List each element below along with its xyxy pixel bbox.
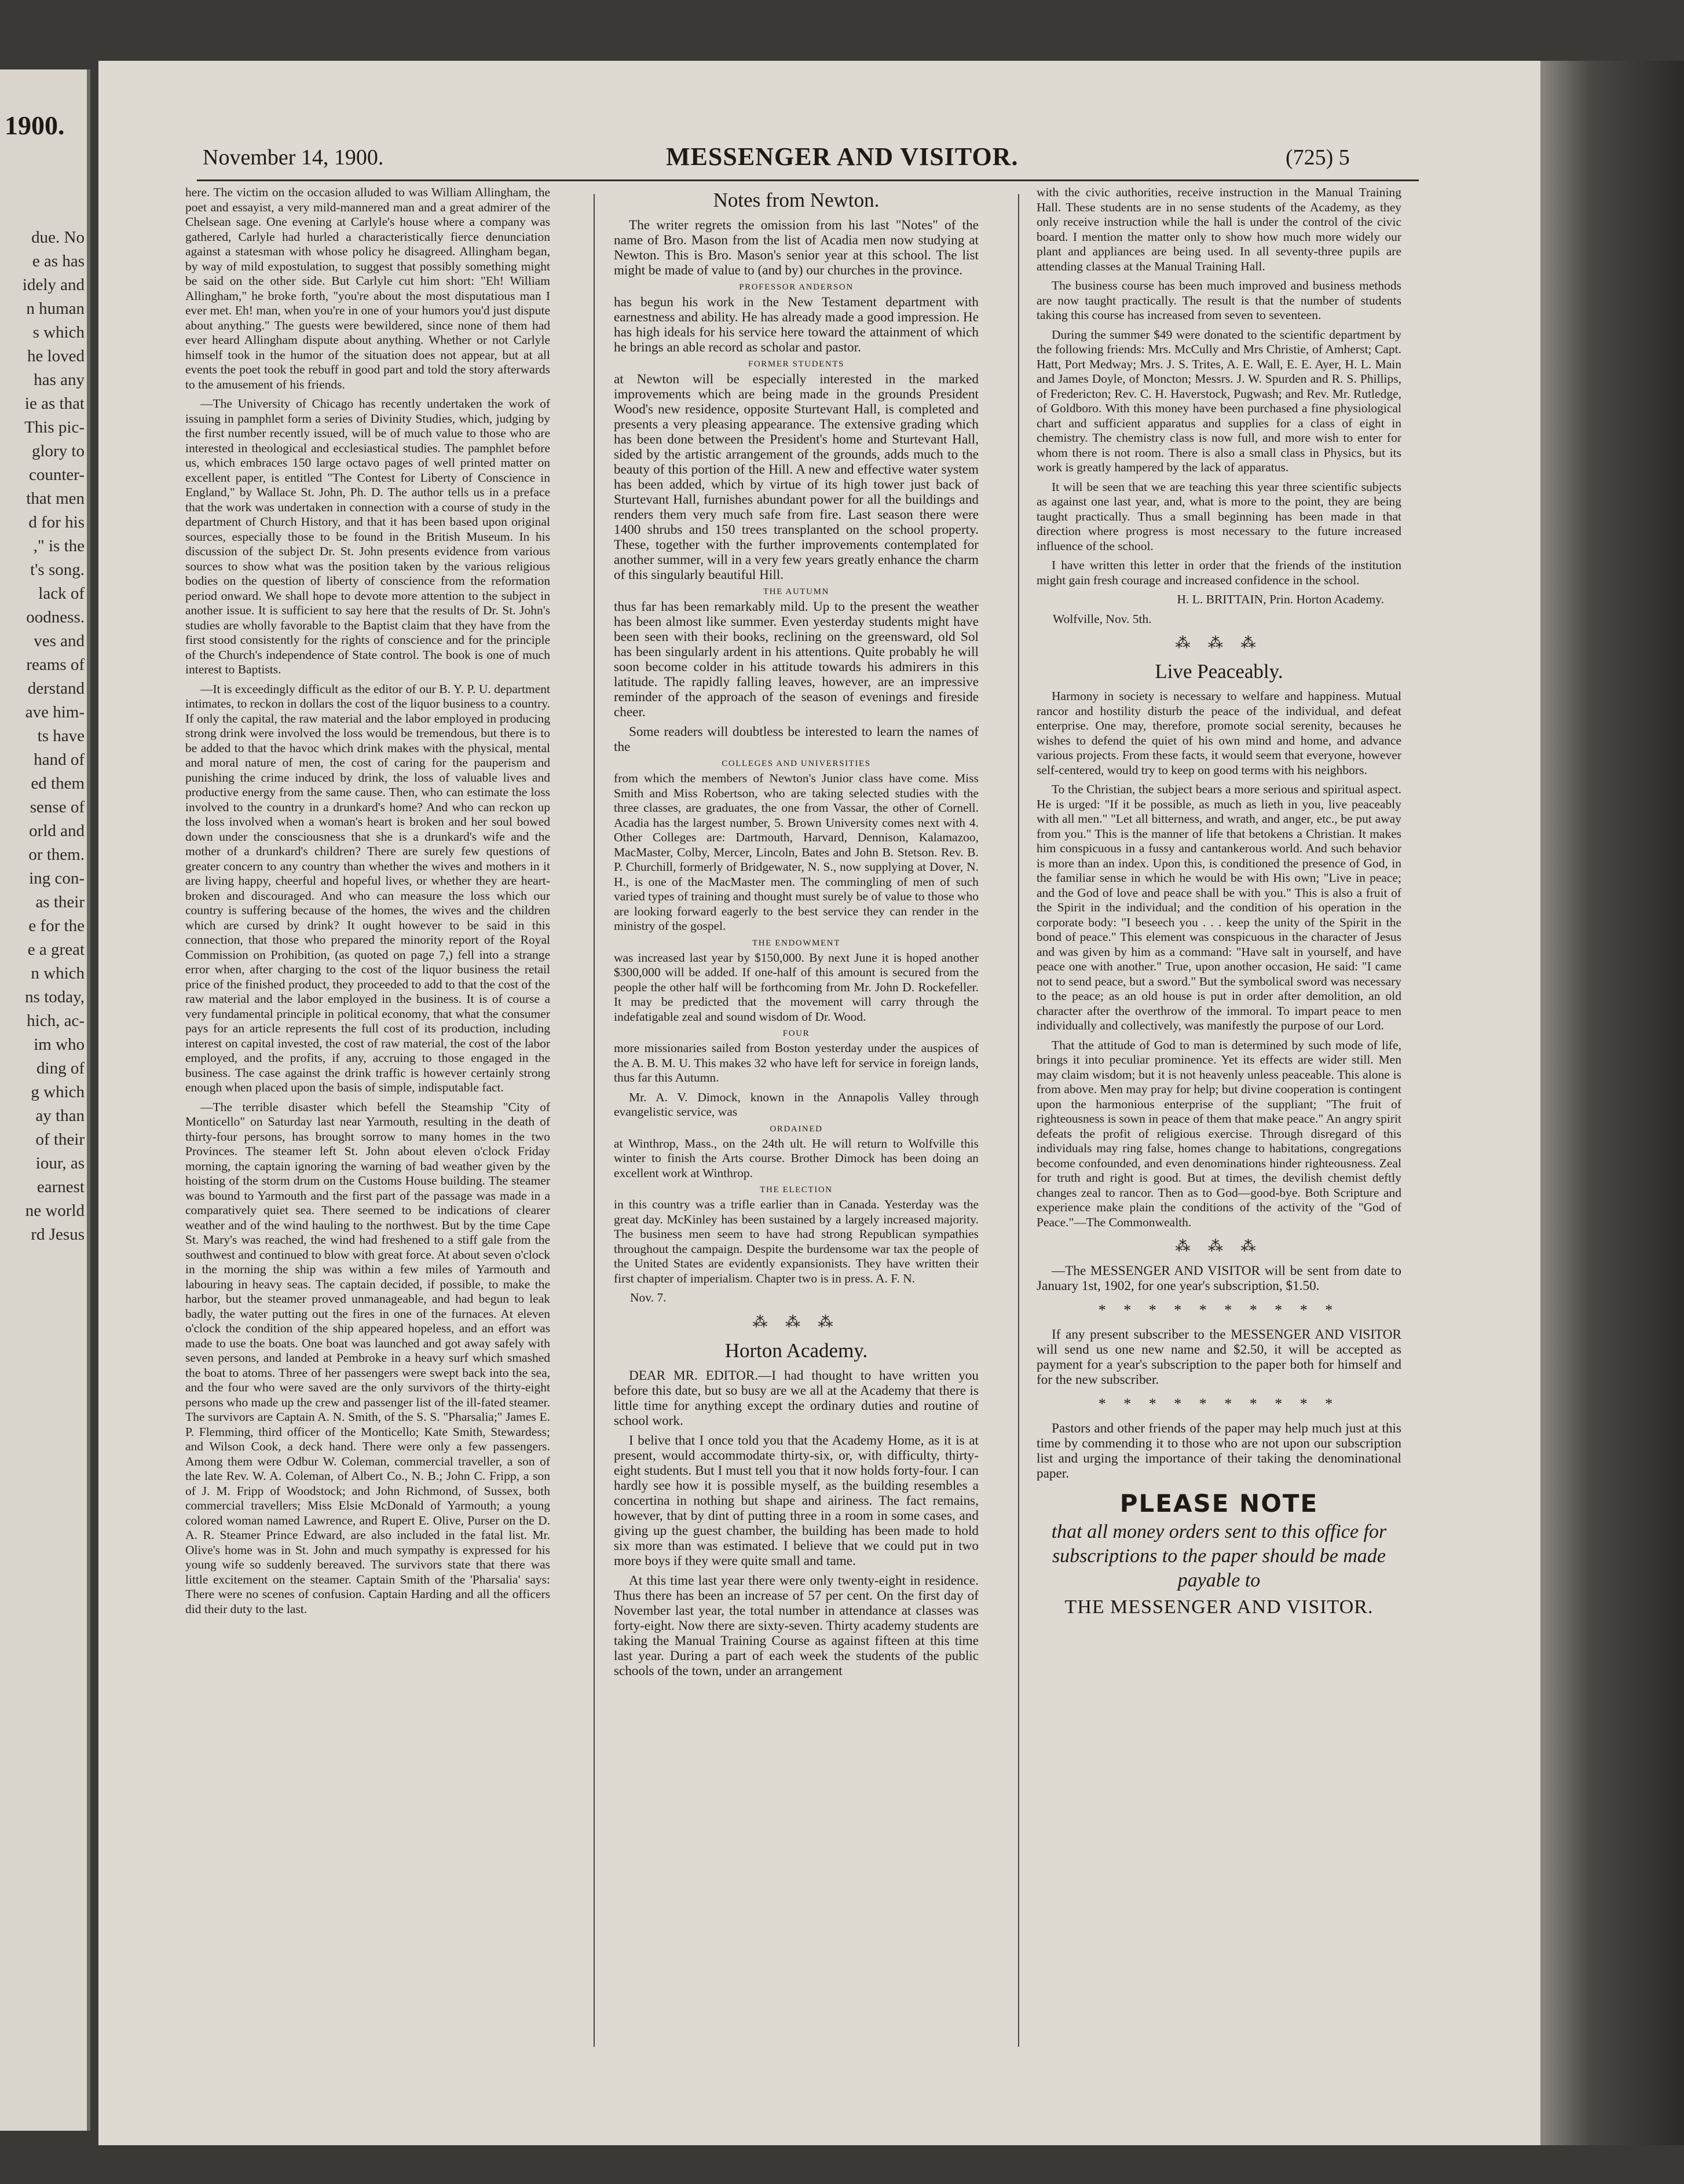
live-peaceably-title: Live Peaceably.	[1155, 660, 1283, 683]
autumn-text: thus far has been remarkably mild. Up to the present the weather has been almost like summer. Even yesterday students might have been seen with their books, reclining on the greensward, old Sol has been singularly ardent in his attentions. Quite probably he will soon become colder in his attitude towards his admirers in this latitude. The rapidly falling leaves, however, are an impressive reminder of the approach of the season of evenings and fireside cheer.	[614, 599, 979, 720]
horton-para-3: At this time last year there were only twenty-eight in residence. Thus there has been an increase of 57 per cent. On the first day of November last year, the total number in attendance at classes was forty-eight. Now there are sixty-seven. Thirty academy students are taking the Manual Training Course as against fifteen at this time last year. During a part of each week the students of the public schools of the town, under an arrangement	[614, 1573, 979, 1679]
four-text: more missionaries sailed from Boston yesterday under the auspices of the A. B. M. U. This makes 32 who have left for service in foreign lands, thus far this Autumn.	[614, 1041, 979, 1084]
endowment-text: was increased last year by $150,000. By next June it is hoped another $300,000 will be added. If one-half of this amount is secured from the people the other half will be forthcoming from Mr. John D. Rockefeller. It may be predicted that the movement will carry through the indefatigable zeal and sound wisdom of Dr. Wood.	[614, 950, 979, 1024]
horton-para-2: I belive that I once told you that the Academy Home, as it is at present, would accommodate thirty-six, or, with difficulty, thirty-eight students. But I must tell you that it now holds forty-four. I can hardly see how it is possible myself, as the building resembles a concertina in nothing but shape and airiness. The fact remains, however, that by dint of putting three in a room in some cases, and giving up the guest chamber, the building has been made to hold six more than was estimated. I believe that we could put in two more boys if they were quite small and tame.	[614, 1432, 979, 1569]
header-page-number: (725) 5	[1286, 145, 1350, 170]
subhead-autumn: THE AUTUMN	[763, 587, 829, 596]
live-para-1: Harmony in society is necessary to welfare and happiness. Mutual rancor and hostility disturb the peace of the individual, and defeat enterprise. One may, therefore, promote social serenity, becauses he wishes to defend the quiet of his own mind and home, and advance various projects. From these facts, it would seem that everyone, however self-centered, would try to keep on good terms with his neighbors.	[1037, 689, 1401, 777]
election-text: in this country was a trifle earlier than in Canada. Yesterday was the great day. McKinley has been sustained by a largely increased majority. The business men seem to have had strong Republican sympathies throughout the campaign. Despite the burdensome war tax the people of the United States are evidently expansionists. They have written their first chapter of imperialism. Chapter two is in press. A. F. N.	[614, 1197, 979, 1285]
subhead-election: THE ELECTION	[760, 1185, 833, 1194]
dotted-separator: * * * * * * * * * *	[1098, 1395, 1340, 1412]
horton-continued-4: It will be seen that we are teaching this year three scientific subjects as against one last year, and, what is more to the point, they are being taught practically. Thus a small beginning has been made in that direction where progress is most necessary to the future increased influence of the school.	[1037, 479, 1401, 553]
newspaper-page	[98, 61, 1540, 2145]
page-header	[98, 61, 1540, 171]
header-date: November 14, 1900.	[203, 145, 384, 170]
header-title: MESSENGER AND VISITOR.	[666, 142, 1019, 171]
column-3	[1037, 185, 1401, 1618]
horton-para-1: DEAR MR. EDITOR.—I had thought to have written you before this date, but so busy are we all at the Academy that there is little time for anything except the ordinary duties and routine of school work.	[614, 1368, 979, 1428]
subscription-notice-2: If any present subscriber to the MESSENGER AND VISITOR will send us one new name and $2.50, it will be accepted as payment for a year's subscription to the paper both for himself and for the new subscriber.	[1037, 1327, 1401, 1387]
ordained-text: at Winthrop, Mass., on the 24th ult. He will return to Wolfville this winter to finish the Arts course. Brother Dimock has been doing an excellent work at Winthrop.	[614, 1136, 979, 1180]
live-para-2: To the Christian, the subject bears a more serious and spiritual aspect. He is urged: "If it be possible, as much as lieth in you, live peaceably with all men." "Let all bitterness, and wrath, and anger, etc., be put away from you." This is the manner of life that betokens a Christian. It makes him conspicuous in a fussy and cantankerous world. And such behavior is more than an index. Upon this, is conditioned the presence of God, in the familiar sense in which he would be with His own; "Live in peace; and the God of love and peace shall be with you." This is also a fruit of the Spirit in the individual; and the condition of his operation in the corporate body: "I beseech you . . . keep the unity of the Spirit in the bond of peace." This element was conspicuous in the character of Jesus and was given by him as a command: "Have salt in yourself, and have peace one with another." True, upon another occasion, He said: "I came not to send peace, but a sword." But the symbolical sword was necessary to the peace; as an old house is put in order after demolition, an old character after the overthrow of the immoral. To impart peace to men individually and collectively, was manifestly the purpose of our Lord.	[1037, 782, 1401, 1032]
horton-continued-3: During the summer $49 were donated to the scientific department by the following friends: Mrs. McCully and Mrs Christie, of Amherst; Capt. Hatt, Port Medway; Mrs. J. S. Trites, A. E. Wall, E. E. Ayer, H. L. Main and James Doyle, of Moncton; Messrs. J. W. Spurden and R. S. Phillips, of Fredericton; Rev. C. H. Haverstock, Pugwash; and Rev. Mr. Rutledge, of Goldboro. With this money have been purchased a fine physiological chart and sufficient apparatus and supplies for a class of eight in chemistry. The chemistry class is now full, and more wish to enter for whom there is not room. There is also a small class in Physics, but its work is greatly hampered by the lack of apparatus.	[1037, 327, 1401, 474]
column-2	[614, 185, 979, 1683]
column-divider	[594, 194, 595, 2047]
subscription-notice-1: —The MESSENGER AND VISITOR will be sent from date to January 1st, 1902, for one year's subscription, $1.50.	[1037, 1263, 1401, 1293]
section-ornament: ⁂ ⁂ ⁂	[1175, 635, 1263, 651]
section-ornament: ⁂ ⁂ ⁂	[1175, 1238, 1263, 1255]
live-para-3: That the attitude of God to man is determined by such mode of life, brings it into peculiar prominence. Yet its effects are wider still. Men may claim wisdom; but it is not heavenly unless peaceable. This alone is from above. Men may pray for help; but divine cooperation is contingent upon the harmonious enterprise of the suppliant; "The fruit of righteousness is sown in peace of them that make peace." An angry spirit defeats the profit of religious exercise. Through disregard of this individuals may ring false, homes change to habitations, congregations become confounded, and even denominations hinder righteousness. Zeal for truth and right is good. But at times, the devilish chemist deftly changes zeal to rancor. Then as to God—good-bye. Both Scripture and experience make plain the conditions of the activity of the "God of Peace."—The Commonwealth.	[1037, 1038, 1401, 1229]
please-note-body: that all money orders sent to this office for subscriptions to the paper should be made payable to	[1051, 1521, 1387, 1591]
horton-continued-1: with the civic authorities, receive instruction in the Manual Training Hall. These students are in no sense students of the Academy, as they only receive instruction while the hall is under the control of the civic board. I mention the matter only to show how much more widely our plant and appliances are being used. In all seventy-three pupils are attending classes at the Manual Training Hall.	[1037, 185, 1401, 273]
horton-continued-5: I have written this letter in order that the friends of the institution might gain fresh courage and increased confidence in the school.	[1037, 558, 1401, 587]
colleges-text: from which the members of Newton's Junior class have come. Miss Smith and Miss Robertson, who are taking selected studies with the three classes, are graduates, the one from Vassar, the other of Cornell. Acadia has the largest number, 5. Brown University comes next with 4. Other Colleges are: Dartmouth, Harvard, Dennison, Kalamazoo, MacMaster, Colby, Mercer, Lincoln, Bates and John B. Stetson. Rev. B. P. Churchill, formerly of Bridgewater, N. S., now supplying at Dover, N. H., is one of the MacMaster men. The commingling of men of such varied types of training and thought must surely be of value to those who are looking forward eagerly to the best service they can render in the ministry of the gospel.	[614, 771, 979, 933]
newton-title: Notes from Newton.	[713, 189, 880, 211]
newton-date: Nov. 7.	[630, 1291, 667, 1304]
please-note-payee: THE MESSENGER AND VISITOR.	[1064, 1596, 1374, 1618]
horton-title: Horton Academy.	[724, 1339, 868, 1362]
column-1	[185, 185, 550, 1621]
previous-page-year: 1900.	[5, 111, 65, 140]
previous-page-edge	[0, 69, 90, 2131]
subhead-anderson: PROFESSOR ANDERSON	[739, 283, 854, 292]
liquor-cost-article: —It is exceedingly difficult as the editor of our B. Y. P. U. department intimates, to reckon in dollars the cost of the liquor business to a country. If only the capital, the raw material and the labor employed in producing strong drink were involved the loss would be tremendous, but there is to be added to that the havoc which drink makes with the physical, mental and moral nature of men, the cost of caring for the pauperism and punishing the crime induced by drink, the loss of valuable lives and productive energy from the same cause. Then, who can estimate the loss involved to the country in a drunkard's home? And who can reckon up the loss involved when a woman's heart is broken and her soul bowed down under the consciousness that she is a drunkard's wife and the mother of a drunkard's children? There are surely few questions of greater concern to any country than whether the wives and mothers in it are living happy, cheerful and hopeful lives, or whether they are heart-broken and discouraged. And who can measure the loss which our country is suffering because of the homes, the wives and the children which are cursed by drink? It ought however to be said in this connection, that those who prepared the minority report of the Royal Commission on Prohibition, (as quoted on page 7,) fell into a strange error when, after charging to the cost of the liquor business the retail price of the finished product, they proceeded to add to that the cost of the raw material and the labor employed in the business. It is of course a very fundamental principle in political economy, that what the consumer pays for an article represents the full cost of its production, including interest on capital invested, the cost of raw material, the cost of the labor employed, and the profits, if any, accruing to those engaged in the business. The case against the drink traffic is however certainly strong enough when placed upon the basis of simple, indisputable fact.	[185, 681, 550, 1094]
dimock-text: Mr. A. V. Dimock, known in the Annapolis Valley through evangelistic service, was	[614, 1090, 979, 1119]
header-rule	[197, 179, 1419, 181]
names-text: Some readers will doubtless be interested to learn the names of the	[614, 724, 979, 754]
subhead-four: FOUR	[782, 1029, 810, 1038]
horton-continued-2: The business course has been much improved and business methods are now taught practically. The result is that the number of students taking this course has increased from seven to seventeen.	[1037, 279, 1401, 322]
subhead-colleges: COLLEGES AND UNIVERSITIES	[722, 759, 871, 768]
carlyle-anecdote: here. The victim on the occasion alluded to was William Allingham, the poet and essayist, a very mild-mannered man and a great admirer of the Chelsean sage. One evening at Carlyle's house where a company was gathered, Carlyle had hurled a characteristically fierce denunciation against a statesman with whose policy he disagreed. Allingham began, by way of mild expostulation, to suggest that possibly something might be said on the other side. But Carlyle cut him short: "Eh! William Allingham," he broke forth, "you're about the most disputatious man I ever met. Eh! man, when you're in one of your humors you'd just dispute about anything." The guests were bewildered, since none of them had ever heard Allingham dispute about anything. Whether or not Carlyle himself took in the humor of the situation does not appear, but at all events the poet took the rebuff in good part and told the story afterwards to the amusement of his friends.	[185, 185, 550, 391]
subhead-ordained: ORDAINED	[770, 1124, 823, 1134]
previous-page-fragments: due. No e as has idely and n human s which he loved has any ie as that This pic- glory to counter- that men d for his ," is the t's song. lack of oodness. ves and reams of derstand ave him- ts have hand of ed them sense of orld and or them. ing con- as their e for the e a great n which ns today, hich, ac- im who ding of g which ay than of their iour, as earnest ne world rd Jesus	[22, 228, 85, 1244]
horton-place-date: Wolfville, Nov. 5th.	[1053, 611, 1152, 626]
please-note-title: PLEASE NOTE	[1119, 1489, 1319, 1518]
horton-signature: H. L. BRITTAIN, Prin. Horton Academy.	[1177, 592, 1384, 606]
newton-intro: The writer regrets the omission from his last "Notes" of the name of Bro. Mason from the list of Acadia men now studying at Newton. This is Bro. Mason's senior year at this school. The list might be made of value to (and by) our churches in the province.	[614, 218, 979, 278]
subhead-former: FORMER STUDENTS	[748, 360, 845, 369]
book-binding-edge	[1540, 61, 1684, 2145]
former-text: at Newton will be especially interested in the marked improvements which are being made in the grounds President Wood's new residence, opposite Sturtevant Hall, is completed and presents a very pleasing appearance. The extensive grading which has been done between the President's home and Sturtevant Hall, sided by the artistic arrangement of the grounds, adds much to the beauty of this portion of the Hill. A new and effective water system has been added, which by virtue of its high tower just back of Sturtevant Hall, furnishes abundant power for all the buildings and renders them very much safe from fire. Last season there were 1400 shrubs and 150 trees transplanted on the school property. These, together with the further improvements contemplated for another summer, will in a very few years greatly enhance the charm of this singularly beautiful Hill.	[614, 372, 979, 582]
section-ornament: ⁂ ⁂ ⁂	[752, 1313, 840, 1331]
subhead-endowment: THE ENDOWMENT	[752, 938, 841, 948]
column-divider	[1018, 194, 1019, 2047]
monticello-disaster-article: —The terrible disaster which befell the Steamship "City of Monticello" on Saturday last near Yarmouth, resulting in the death of thirty-four persons, has brought sorrow to many homes in the two Provinces. The steamer left St. John about eleven o'clock Friday morning, the captain ignoring the warning of bad weather given by the hoisting of the storm drum on the Customs House building. The steamer was bound to Yarmouth and the first part of the passage was made in a comparatively quiet sea. There seemed to be indications of clearer weather and of the wind hauling to the northwest. But by the time Cape St. Mary's was reached, the wind had freshened to a stiff gale from the southwest and continued to blow with great force. At about seven o'clock in the morning the ship was within a few miles of Yarmouth and labouring in heavy seas. The captain decided, if possible, to make the harbor, but the steamer proved unmanageable, and had begun to leak badly, the water putting out the fires in one of the furnaces. At eleven o'clock the condition of the ship appeared hopeless, and an effort was made to use the boats. One boat was launched and got away safely with seven persons, and landed at Pembroke in a heavy surf which smashed the boat to atoms. Three of her passengers were swept back into the sea, and the four who were saved are the only survivors of the thirty-eight persons who made up the crew and passenger list of the ill-fated steamer. The survivors are Captain A. N. Smith, of the S. S. "Pharsalia;" James E. P. Flemming, third officer of the Monticello; Kate Smith, Stewardess; and Wilson Cook, a deck hand. There were only a few passengers. Among them were Odbur W. Coleman, commercial traveller, a son of the late Rev. W. A. Coleman, of Albert Co., N. B.; John C. Fripp, a son of J. M. Fripp of Woodstock; and John Richmond, of Sussex, both commercial travellers; Miss Elsie McDonald of Yarmouth; a young colored woman named Lawrence, and Rupert E. Olive, Purser on the D. A. R. Steamer Prince Edward, are also included in the fatal list. Mr. Olive's home was in St. John and much sympathy is expressed for his young wife so suddenly bereaved. The survivors state that there was little excitement on the steamer. Captain Smith of the 'Pharsalia' says: There were no scenes of confusion. Captain Harding and all the officers did their duty to the last.	[185, 1100, 550, 1616]
anderson-text: has begun his work in the New Testament department with earnestness and ability. He has already made a good impression. He has high ideals for his service here toward the attainment of which he brings an able record as scholar and pastor.	[614, 295, 979, 355]
chicago-studies-article: —The University of Chicago has recently undertaken the work of issuing in pamphlet form a series of Divinity Studies, which, judging by the first number recently issued, will be of much value to those who are interested in theological and ecclesiastical studies. The pamphlet before us, which embraces 150 large octavo pages of well printed matter on excellent paper, is entitled "The Contest for Liberty of Conscience in England," by Wallace St. John, Ph. D. The author tells us in a preface that the work was undertaken in connection with a course of study in the department of Church History, and that it has been based upon original sources, especially those to be found in the British Museum. In his discussion of the subject Dr. St. John presents evidence from various sources to show what was the position taken by the various religious bodies on the question of liberty of conscience from the reformation period onward. We shall hope to devote more attention to the subject in another issue. It is sufficient to say here that the results of Dr. St. John's studies are wholly favorable to the Baptist claim that they have from the first stood consistently for the rights of conscience and for the principle of the Church's independence of State control. The book is one of much interest to Baptists.	[185, 397, 550, 676]
subscription-notice-3: Pastors and other friends of the paper may help much just at this time by commending it to those who are not upon our subscription list and urging the importance of their taking the denominational paper.	[1037, 1421, 1401, 1481]
dotted-separator: * * * * * * * * * *	[1098, 1302, 1340, 1318]
